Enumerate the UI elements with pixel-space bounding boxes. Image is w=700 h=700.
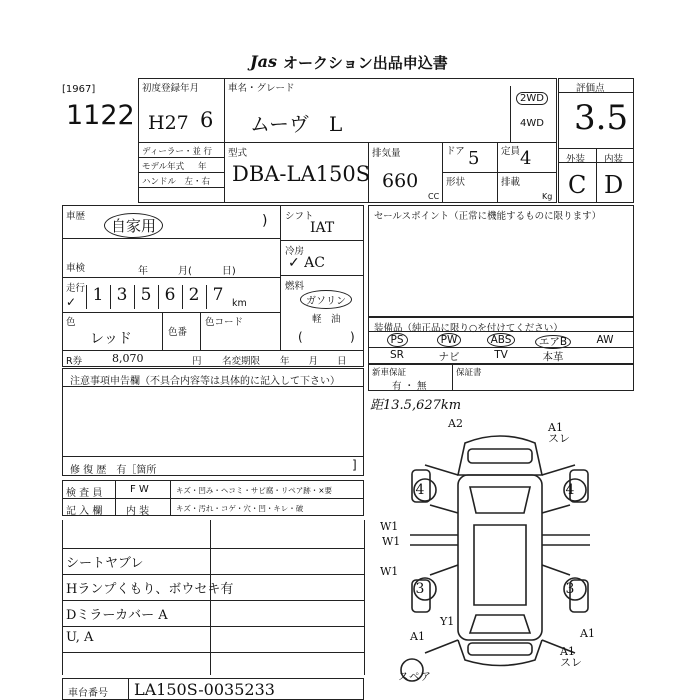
chassis-label: 車台番号 (68, 688, 108, 699)
usage-label: 車歴 (66, 211, 86, 222)
shift-value: IAT (310, 220, 335, 236)
diagram-mark: スペア (398, 670, 431, 683)
equipment-item: SR (390, 349, 404, 361)
shape-label: 形状 (446, 177, 466, 188)
year-value: H27 (148, 112, 189, 134)
diagram-mark: A2 (448, 417, 463, 430)
model-type-label: 型式 (228, 148, 248, 159)
mileage-note: 距13.5,627km (370, 398, 462, 413)
inspection-ymd: 年 月( 日) (138, 266, 236, 277)
month-value: 6 (200, 108, 214, 132)
mileage-label: 走行 (66, 283, 86, 294)
diagram-mark: 3 (415, 581, 425, 597)
interior-grade: D (604, 171, 624, 199)
sales-point-label: セールスポイント（正常に機能するものに限ります） (374, 211, 602, 222)
car-name-label: 車名・グレード (228, 83, 295, 94)
entry-label: 記 入 欄 (66, 506, 103, 517)
dealer-label: ディーラー・並 行 (142, 147, 213, 157)
shift-label: シフト (285, 211, 314, 222)
equipment-item: TV (494, 349, 508, 361)
fw-label: F W (130, 484, 149, 495)
mileage-digit: 2 (182, 285, 205, 309)
legend-interior: キズ・汚れ・コゲ・穴・凹・キレ・破 (176, 504, 304, 513)
ac-value: ✓ AC (288, 255, 326, 271)
legend-exterior: キズ・凹み・ヘコミ・サビ腐・リペア跡・×要 (176, 486, 332, 495)
name-change-date: 年 月 日 (280, 356, 347, 367)
diagram-mark: A1 (410, 630, 425, 643)
car-name-value: ムーヴ L (250, 112, 343, 136)
exterior-grade: C (568, 171, 587, 199)
diagram-mark: A1 (548, 421, 563, 434)
fuel-value: ガソリン (300, 290, 352, 309)
yes-no-label: 有 ・ 無 (392, 381, 427, 392)
recycle-value: 8,070 (112, 352, 144, 365)
color-no-label: 色番 (168, 327, 188, 338)
recycle-label: R券 (66, 356, 83, 367)
diagram-mark: スレ (560, 656, 582, 669)
mileage-digit: 6 (158, 285, 181, 309)
color-label: 色 (66, 317, 76, 328)
rows-label: 排載 (501, 177, 521, 188)
equipment-item: ナビ (438, 351, 460, 363)
equipment-item: PS (372, 334, 422, 346)
equipment-item: エアB (528, 334, 578, 349)
evaluation-label: 評価点 (576, 83, 605, 94)
drive-2wd: 2WD (516, 92, 548, 105)
score-value: 3.5 (574, 98, 629, 138)
diagram-mark: 4 (565, 482, 575, 498)
ref-number: [1967] (62, 84, 96, 95)
door-label: ドア (446, 146, 465, 157)
displacement-label: 排気量 (372, 148, 401, 159)
equipment-label: 装備品（純正品に限り○を付けてください） (374, 323, 563, 334)
model-year-label: モデル年式 年 (142, 162, 207, 172)
equipment-item: 本革 (542, 351, 564, 363)
interior-short-label: 内 装 (126, 506, 150, 517)
inspection-label: 車検 (66, 263, 86, 274)
mileage-digit: 1 (86, 285, 109, 309)
handle-label: ハンドル 左・右 (142, 177, 211, 187)
diagram-mark: A1 (560, 645, 575, 658)
note-line: U, A (66, 630, 94, 645)
yen-label: 円 (192, 356, 202, 367)
equipment-item: PW (424, 334, 474, 346)
diagram-mark: 3 (565, 581, 575, 597)
diagram-mark: A1 (580, 627, 595, 640)
cooler-label: 冷房 (285, 246, 305, 257)
displacement-value: 660 (382, 170, 419, 192)
interior-label: 内装 (604, 154, 624, 165)
jas-logo: Jas (250, 52, 277, 71)
doors-value: 5 (468, 148, 480, 169)
diagram-mark: W1 (380, 520, 399, 533)
car-damage-diagram (370, 415, 630, 685)
diagram-mark: Y1 (440, 615, 455, 628)
chassis-value: LA150S-0035233 (134, 680, 275, 699)
kg-label: Kg (542, 192, 553, 201)
note-line: Hランプくもり、ボウセキ有 (66, 582, 234, 597)
mileage-digit: 5 (134, 285, 157, 309)
color-value: レッド (90, 331, 132, 347)
km-label: km (232, 298, 247, 309)
capacity-label: 定員 (501, 146, 521, 157)
warranty-label: 保証書 (456, 368, 482, 378)
light-oil-label: 軽 油 (312, 314, 341, 325)
color-code-label: 色コード (205, 317, 244, 328)
first-reg-label: 初度登録年月 (142, 83, 200, 94)
note-line: シートヤブレ (66, 556, 144, 571)
diagram-mark: W1 (382, 535, 401, 548)
cc-label: CC (428, 192, 440, 201)
mileage-digit: 7 (206, 285, 229, 309)
fuel-label: 燃料 (285, 281, 305, 292)
mileage-digit: 3 (110, 285, 133, 309)
capacity-value: 4 (520, 148, 532, 169)
name-change-label: 名変期限 (222, 356, 261, 367)
form-title: オークション出品申込書 (283, 54, 448, 72)
equipment-item: ABS (476, 334, 526, 346)
diagram-mark: W1 (380, 565, 399, 578)
drive-4wd: 4WD (520, 118, 544, 129)
exterior-label: 外装 (566, 154, 586, 165)
note-line: Dミラーカバー A (66, 608, 168, 623)
lot-number: 1122 (66, 100, 135, 131)
repair-label: 修 復 歴 有［箇所 (70, 465, 157, 476)
usage-value: 自家用 (104, 213, 163, 238)
inspector-label: 検 査 員 (66, 488, 103, 499)
equipment-item: AW (596, 334, 614, 346)
diagram-mark: 4 (415, 482, 425, 498)
diagram-mark: スレ (548, 432, 570, 445)
model-value: DBA-LA150S (232, 162, 371, 186)
new-car-label: 新車保証 (372, 368, 407, 378)
notes-label: 注意事項申告欄（不具合内容等は具体的に記入して下さい） (70, 376, 340, 387)
